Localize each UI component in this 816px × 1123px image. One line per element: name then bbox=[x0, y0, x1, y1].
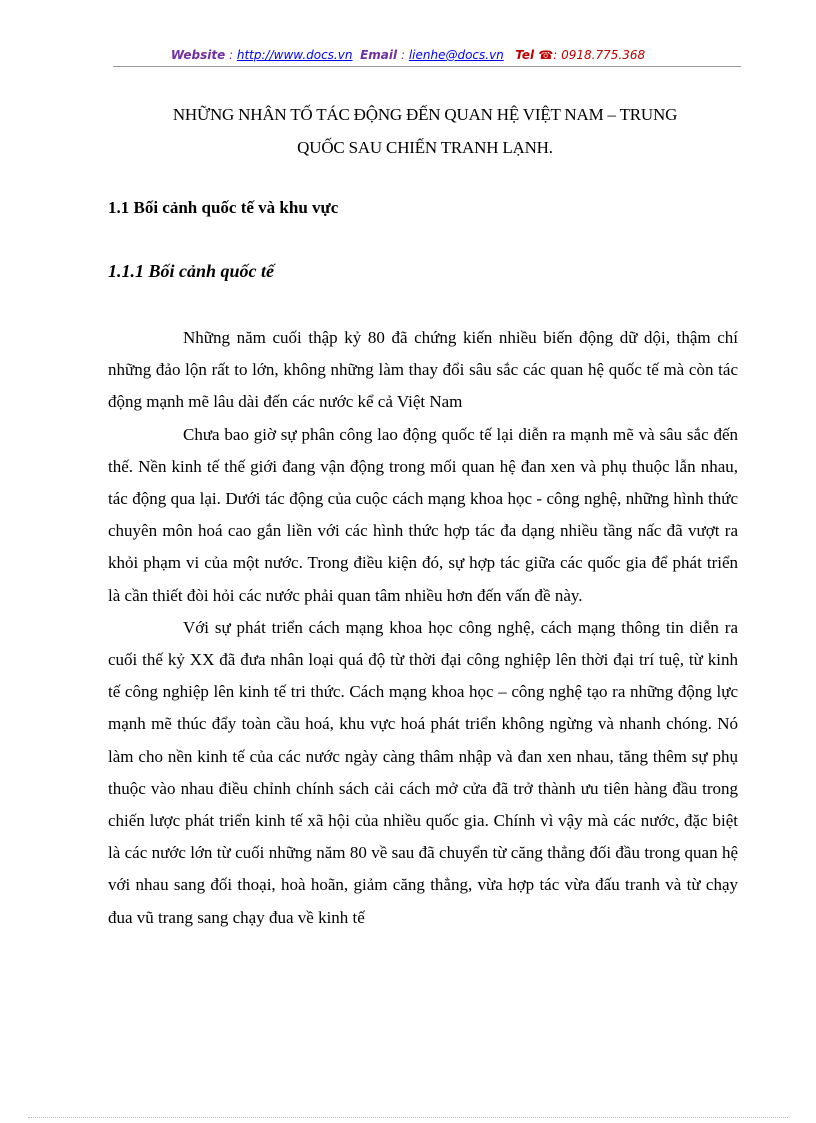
website-link[interactable]: http://www.docs.vn bbox=[236, 48, 353, 62]
footer-divider bbox=[28, 1117, 788, 1118]
header-divider bbox=[113, 66, 741, 67]
website-separator: : bbox=[225, 48, 237, 62]
website-label: Website bbox=[170, 48, 226, 62]
page-header bbox=[0, 48, 816, 62]
section-heading: 1.1 Bối cảnh quốc tế và khu vực bbox=[108, 198, 339, 217]
paragraph-3: Với sự phát triển cách mạng khoa học công nghệ, cách mạng thông tin diễn ra cuối thế kỷ XX đã đưa nhân loại quá độ từ thời đại công nghiệp lên thời đại trí tuệ, từ kinh tế công nghiệp lên kinh tế tri thức. Cách mạng khoa học – công nghệ tạo ra những động lực mạnh mẽ thúc đẩy toàn cầu hoá, khu vực hoá phát triển không ngừng và nhanh chóng. Nó làm cho nền kinh tế của các nước ngày càng thâm nhập và đan xen nhau, tăng thêm sự phụ thuộc vào nhau điều chỉnh chính sách cải cách mở cửa đã trở thành ưu tiên hàng đầu trong chiến lược phát triển kinh tế xã hội của nhiều quốc gia. Chính vì vậy mà các nước, đặc biệt là các nước lớn từ cuối những năm 80 về sau đã chuyển từ căng thẳng đối đầu trong quan hệ với nhau sang đối thoại, hoà hoãn, giảm căng thẳng, vừa hợp tác vừa đấu tranh và từ chạy đua vũ trang sang chạy đua về kinh tế bbox=[108, 617, 738, 927]
paragraph-2: Chưa bao giờ sự phân công lao động quốc tế lại diễn ra mạnh mẽ và sâu sắc đến thế. Nền kinh tế thế giới đang vận động trong mối quan hệ đan xen và phụ thuộc lẫn nhau, tác động qua lại. Dưới tác động của cuộc cách mạng khoa học - công nghệ, những hình thức chuyên môn hoá cao gắn liền với các hình thức hợp tác đa dạng nhiều tầng nấc đã vượt ra khỏi phạm vi của một nước. Trong điều kiện đó, sự hợp tác giữa các quốc gia để phát triển là cần thiết đòi hỏi các nước phải quan tâm nhiều hơn đến vấn đề này. bbox=[108, 424, 738, 605]
paragraph-1: Những năm cuối thập kỷ 80 đã chứng kiến nhiều biến động dữ dội, thậm chí những đảo lộn rất to lớn, không những làm thay đổi sâu sắc các quan hệ quốc tế mà còn tác động mạnh mẽ lâu dài đến các nước kể cả Việt Nam bbox=[108, 328, 738, 412]
email-link[interactable]: lienhe@docs.vn bbox=[408, 48, 504, 62]
email-separator: : bbox=[397, 48, 409, 62]
title-line-1: NHỮNG NHÂN TỐ TÁC ĐỘNG ĐẾN QUAN HỆ VIỆT NAM – TRUNG bbox=[172, 105, 678, 124]
tel-label: Tel ☎ bbox=[515, 48, 554, 62]
document-title bbox=[100, 98, 750, 164]
email-label: Email bbox=[360, 48, 398, 62]
body-text bbox=[108, 322, 738, 934]
subsection-heading: 1.1.1 Bối cảnh quốc tế bbox=[108, 261, 275, 281]
title-line-2: QUỐC SAU CHIẾN TRANH LẠNH. bbox=[297, 138, 553, 157]
tel-value: : 0918.775.368 bbox=[553, 48, 646, 62]
